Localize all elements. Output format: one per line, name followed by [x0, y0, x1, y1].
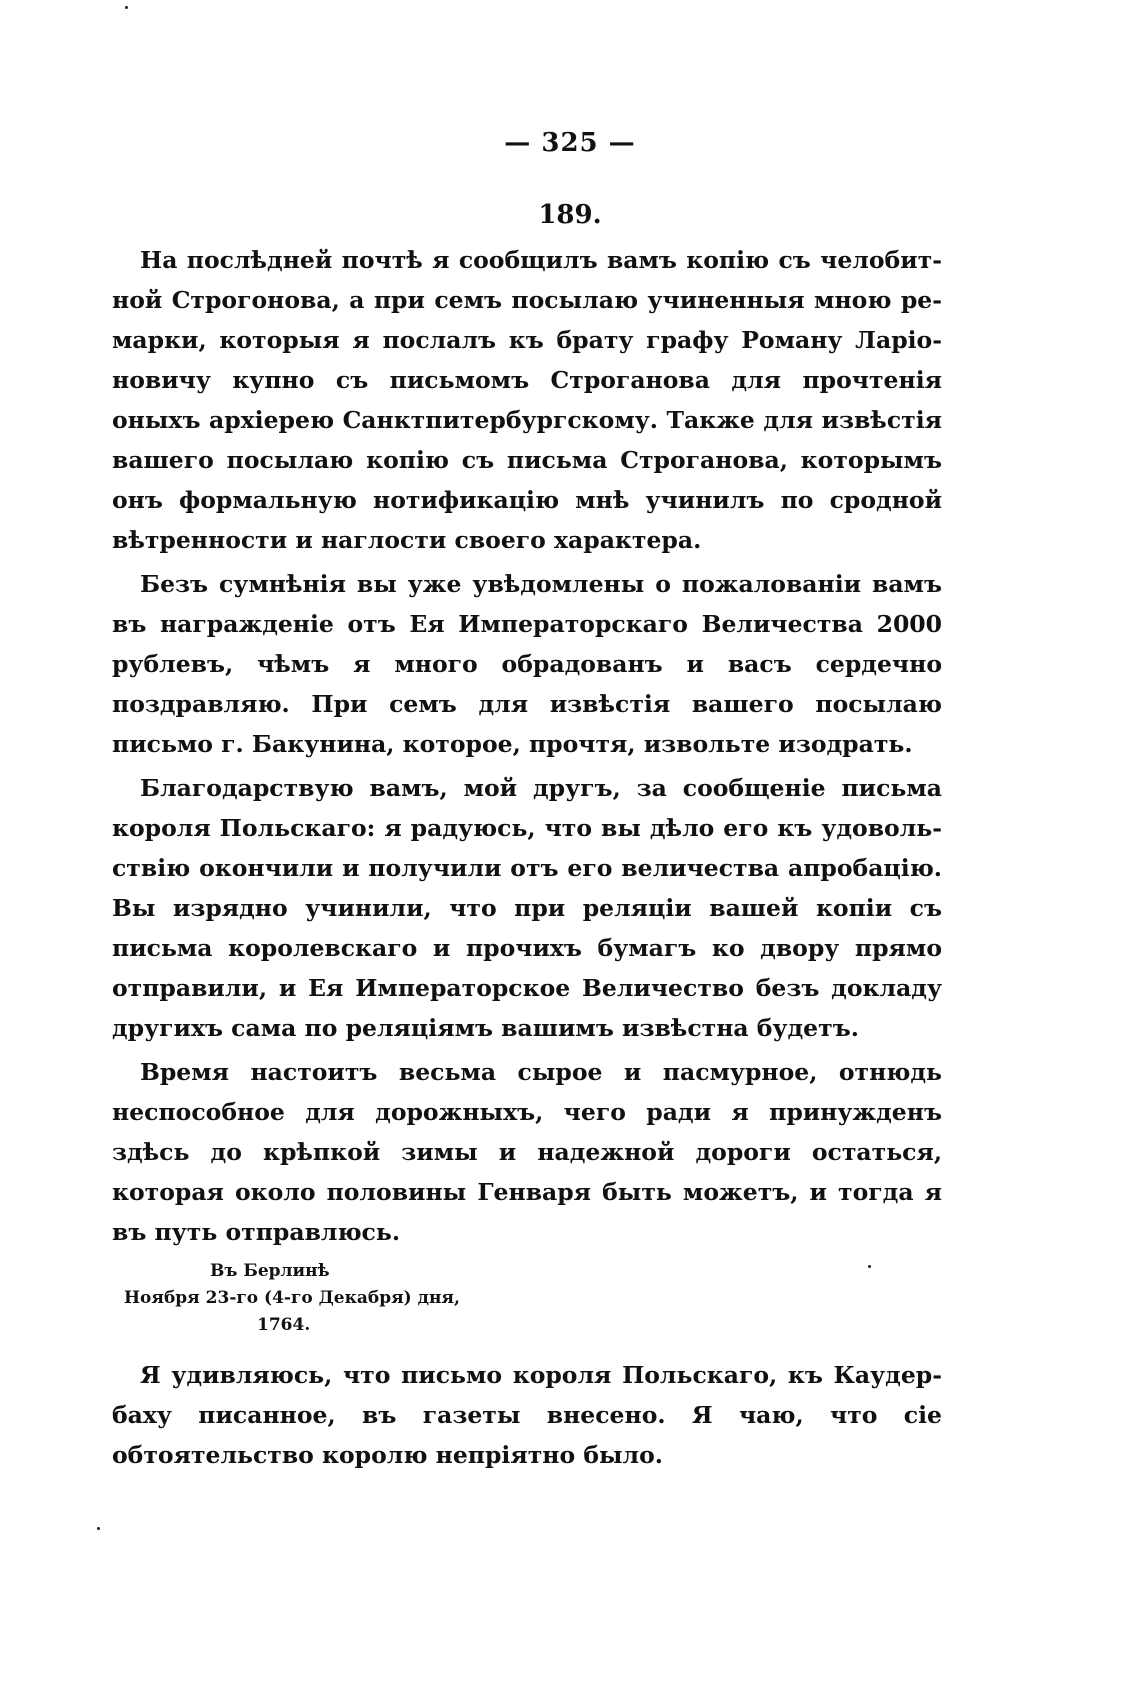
letter-signoff — [112, 1258, 942, 1339]
paragraph: На послѣдней почтѣ я сообщилъ вамъ копію съ челобитной Строгонова, а при семъ посылаю учиненныя мною ремарки, которыя я послалъ къ брату графу Роману Ларіоновичу купно съ письмомъ Строганова для прочтенія оныхъ архіерею Санктпитербургскому. Также для извѣстія вашего посылаю копію съ письма Строганова, которымъ онъ формальную нотификацію мнѣ учинилъ по сродной вѣтренности и наглости своего характера. — [112, 246, 942, 554]
paragraph: Безъ сумнѣнія вы уже увѣдомлены о пожалованіи вамъ въ награжденіе отъ Ея Императорскаго Величества 2000 рублевъ, чѣмъ я много обрадованъ и васъ сердечно поздравляю. При семъ для извѣстія вашего посылаю письмо г. Бакунина, которое, прочтя, извольте изодрать. — [112, 570, 942, 758]
letter-body — [112, 240, 942, 1475]
scan-speck — [97, 1527, 100, 1530]
postscript: Я удивляюсь, что письмо короля Польскаго, къ Каудербаху писанное, въ газеты внесено. Я чаю, что сіе обтоятельство королю непріятно было. — [112, 1361, 942, 1469]
scan-speck — [125, 6, 128, 9]
signoff-year: 1764. — [257, 1315, 311, 1335]
scan-speck — [868, 1265, 871, 1268]
letter-number: 189. — [538, 200, 602, 230]
paragraph: Время настоитъ весьма сырое и пасмурное, отнюдь неспособное для дорожныхъ, чего ради я принужденъ здѣсь до крѣпкой зимы и надежной дороги остаться, которая около половины Генваря быть можетъ, и тогда я въ путь отправлюсь. — [112, 1058, 942, 1246]
paragraph: Благодарствую вамъ, мой другъ, за сообщеніе письма короля Польскаго: я радуюсь, что вы дѣло его къ удовольствію окончили и получили отъ его величества апробацію. Вы изрядно учинили, что при реляціи вашей копіи съ письма королевскаго и прочихъ бумагъ ко двору прямо отправили, и Ея Императорское Величество безъ докладу другихъ сама по реляціямъ вашимъ извѣстна будетъ. — [112, 774, 942, 1042]
signoff-place: Въ Берлинѣ — [210, 1261, 330, 1281]
signoff-date: Ноября 23-го (4-го Декабря) дня, — [124, 1288, 460, 1308]
page-number: — 325 — — [504, 128, 636, 158]
